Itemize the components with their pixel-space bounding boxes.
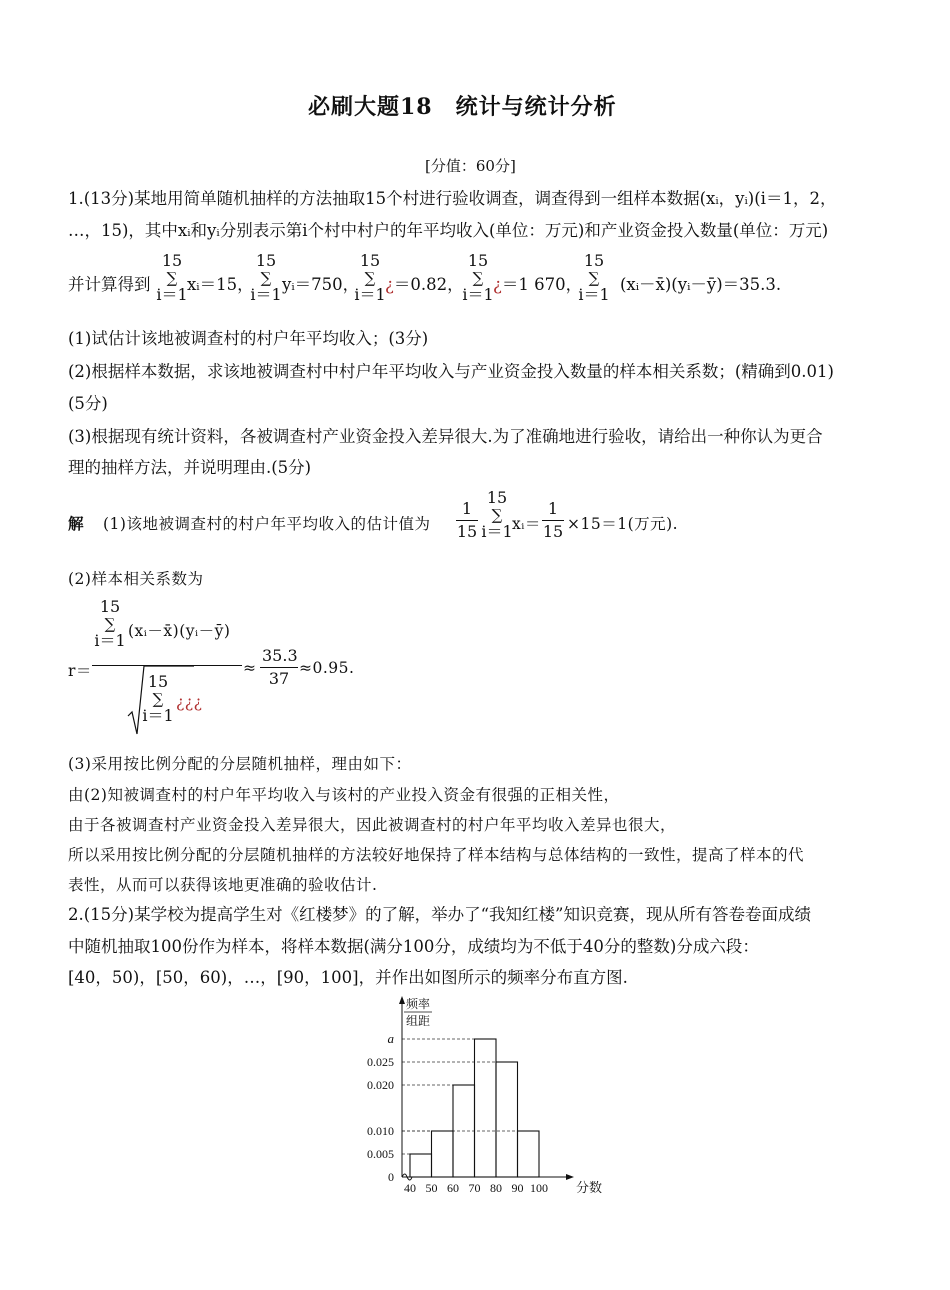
frequency-histogram xyxy=(340,990,610,1205)
solution-part3-line1: 由(2)知被调查村的村户年平均收入与该村的产业投入资金有很强的正相关性， xyxy=(68,786,620,804)
denominator: 15 xyxy=(542,522,564,541)
solution-part3-line3: 所以采用按比例分配的分层随机抽样的方法较好地保持了样本结构与总体结构的一致性，提高了样本的代 xyxy=(68,846,805,864)
sum-3 xyxy=(353,251,387,305)
sum-top: 15 xyxy=(467,251,489,270)
sum-top: 15 xyxy=(147,672,169,691)
r-result: ≈0.95. xyxy=(299,659,355,677)
q1-part3b: 理的抽样方法，并说明理由.(5分) xyxy=(68,458,312,477)
approx-sign: ≈ xyxy=(243,659,257,677)
sum-bottom: i＝1 xyxy=(481,522,513,541)
r-denominator-glyphs: ¿¿¿ xyxy=(176,693,203,711)
sum-bottom: i＝1 xyxy=(462,285,494,304)
y-tick-label: 0.020 xyxy=(367,1078,394,1092)
y-axis-arrow xyxy=(399,996,405,1004)
y-axis-label-top: 频率 xyxy=(405,997,431,1011)
histogram-bar xyxy=(475,1039,497,1177)
numerator: 35.3 xyxy=(260,645,298,668)
solution-label: 解 xyxy=(68,514,85,533)
q1-term5: (xᵢ－x̄)(yᵢ－ȳ)＝35.3. xyxy=(620,275,782,294)
histogram-bar xyxy=(432,1131,454,1177)
q1-term2: yᵢ＝750， xyxy=(282,275,360,294)
q1-term4-value: ＝1 670， xyxy=(501,275,583,294)
q1-part1: (1)试估计该地被调查村的村户年平均收入；(3分) xyxy=(68,329,429,348)
sigma: ∑ xyxy=(166,269,178,287)
y-tick-label: a xyxy=(387,1031,394,1046)
q1-term4 xyxy=(493,275,582,295)
sigma: ∑ xyxy=(364,269,376,287)
x-tick-label: 50 xyxy=(425,1181,438,1195)
sum-bottom: i＝1 xyxy=(94,631,126,650)
sigma: ∑ xyxy=(472,269,484,287)
sum-2 xyxy=(249,251,283,305)
solution-part3-text: (3)采用按比例分配的分层随机抽样，理由如下： xyxy=(68,755,412,773)
solution-part1-xi: xᵢ＝ xyxy=(512,515,541,533)
sigma: ∑ xyxy=(491,506,503,524)
fraction-35-37 xyxy=(260,645,298,690)
sum-top: 15 xyxy=(99,597,121,616)
missing-glyph: ¿ xyxy=(385,275,394,294)
r-numerator-expr: (xᵢ－x̄)(yᵢ－ȳ) xyxy=(128,622,231,640)
sum-bottom: i＝1 xyxy=(142,706,174,725)
q2-line1: 2.(15分)某学校为提高学生对《红楼梦》的了解，举办了“我知红楼”知识竞赛，现从所有答卷卷面成绩 xyxy=(68,905,811,924)
x-tick-label: 70 xyxy=(468,1181,481,1195)
q1-term3 xyxy=(385,275,464,295)
sum-top: 15 xyxy=(161,251,183,270)
y-axis-label-bottom: 组距 xyxy=(405,1014,431,1028)
sum-bottom: i＝1 xyxy=(354,285,386,304)
sum-sol1 xyxy=(480,488,514,542)
x-axis-arrow xyxy=(566,1174,574,1180)
denominator: 15 xyxy=(456,522,478,541)
sum-bottom: i＝1 xyxy=(156,285,188,304)
denominator: 37 xyxy=(268,669,290,688)
sum-4 xyxy=(461,251,495,305)
histogram-bar xyxy=(518,1131,540,1177)
sum-bottom: i＝1 xyxy=(578,285,610,304)
q1-line1: 1.(13分)某地用简单随机抽样的方法抽取15个村进行验收调查，调查得到一组样本数据(xᵢ，yᵢ)(i＝1，2， xyxy=(68,189,837,208)
solution-part3-line2: 由于各被调查村产业资金投入差异很大，因此被调查村的村户年平均收入差异也很大， xyxy=(68,816,677,834)
q1-calc-prefix: 并计算得到 xyxy=(68,275,151,294)
q1-term3-value: ＝0.82， xyxy=(393,275,464,294)
solution-part2-text: (2)样本相关系数为 xyxy=(68,570,204,588)
q1-line2: …，15)，其中xᵢ和yᵢ分别表示第i个村中村户的年平均收入(单位：万元)和产业资金投入数量(单位：万元) xyxy=(68,221,829,240)
sum-top: 15 xyxy=(486,488,508,507)
sum-top: 15 xyxy=(583,251,605,270)
q1-part2b: (5分) xyxy=(68,394,108,413)
x-tick-label: 100 xyxy=(530,1181,548,1195)
y-tick-label: 0.025 xyxy=(367,1055,394,1069)
histogram-bar xyxy=(410,1154,432,1177)
sum-1 xyxy=(155,251,189,305)
sum-r-numerator xyxy=(92,597,128,651)
sum-bottom: i＝1 xyxy=(250,285,282,304)
q1-part2a: (2)根据样本数据，求该地被调查村中村户年平均收入与产业资金投入数量的样本相关系数；(精确到0.01) xyxy=(68,362,834,381)
sigma: ∑ xyxy=(104,615,116,633)
histogram-bar xyxy=(496,1062,518,1177)
sum-top: 15 xyxy=(359,251,381,270)
solution-part3-line4: 表性，从而可以获得该地更准确的验收估计. xyxy=(68,876,378,894)
fraction-1-15 xyxy=(456,498,478,543)
x-tick-label: 80 xyxy=(490,1181,502,1195)
solution-part1-tail: ×15＝1(万元). xyxy=(567,515,679,533)
numerator: 1 xyxy=(542,498,564,521)
numerator: 1 xyxy=(456,498,478,521)
q2-line2: 中随机抽取100份作为样本，将样本数据(满分100分，成绩均为不低于40分的整数)分成六段： xyxy=(68,937,759,956)
r-equals: r＝ xyxy=(68,662,92,680)
y-tick-label: 0 xyxy=(388,1170,394,1184)
score-label: [分值：60分] xyxy=(425,157,516,175)
sigma: ∑ xyxy=(588,269,600,287)
q1-part3a: (3)根据现有统计资料，各被调查村产业资金投入差异很大.为了准确地进行验收，请给出一种你认为更合 xyxy=(68,427,823,446)
x-tick-label: 40 xyxy=(404,1181,416,1195)
sigma: ∑ xyxy=(152,690,164,708)
x-tick-label: 60 xyxy=(447,1181,459,1195)
missing-glyph: ¿ xyxy=(493,275,502,294)
sigma: ∑ xyxy=(260,269,272,287)
y-tick-label: 0.005 xyxy=(367,1147,394,1161)
fraction-1-15-b xyxy=(542,498,564,543)
x-axis-label: 分数 xyxy=(576,1180,603,1195)
y-tick-label: 0.010 xyxy=(367,1124,394,1138)
sum-top: 15 xyxy=(255,251,277,270)
solution-part1-text: (1)该地被调查村的村户年平均收入的估计值为 xyxy=(103,515,431,533)
sum-r-denominator xyxy=(140,672,176,726)
x-tick-label: 90 xyxy=(511,1181,524,1195)
q1-term1: xᵢ＝15， xyxy=(187,275,254,294)
q2-line3: [40，50)，[50，60)，…，[90，100]，并作出如图所示的频率分布直方图. xyxy=(68,968,628,987)
sum-5 xyxy=(577,251,611,305)
page-title: 必刷大题18 统计与统计分析 xyxy=(308,94,617,120)
